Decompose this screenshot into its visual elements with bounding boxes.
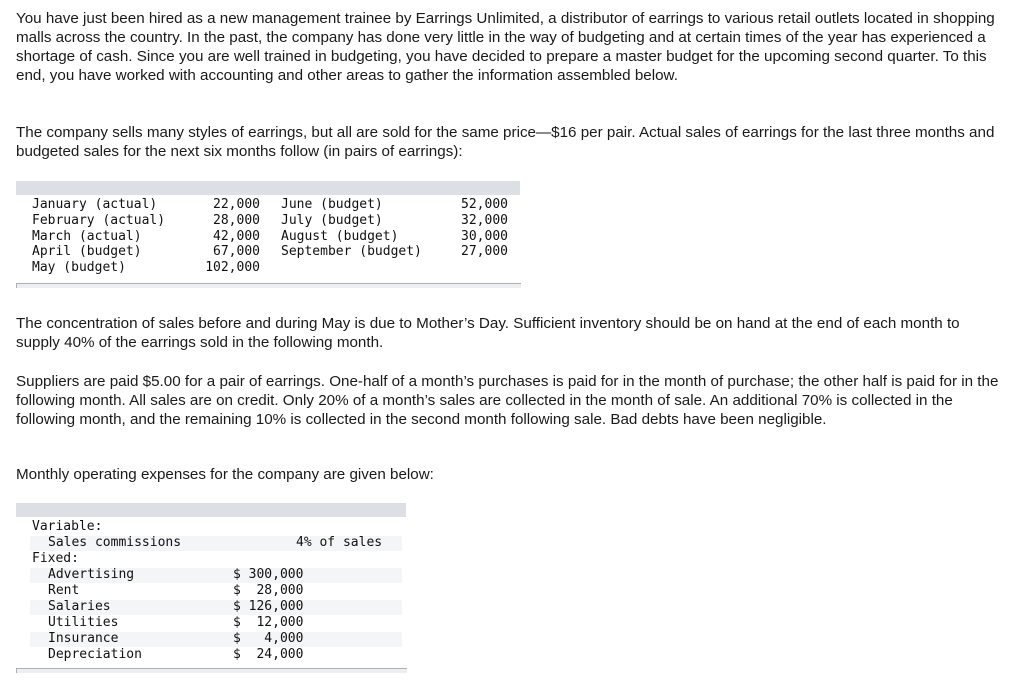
expense-table: [16, 503, 408, 683]
sales-value-february: 28,000: [213, 212, 260, 228]
month-label: May (budget): [32, 260, 126, 276]
sales-value-july: 32,000: [461, 212, 508, 228]
sales-row-february: [32, 213, 165, 229]
month-label: July (budget): [281, 212, 383, 228]
expense-value-depreciation: $ 24,000: [233, 647, 304, 662]
sales-row-january: [32, 197, 157, 213]
sales-commissions-label: Sales commissions: [48, 535, 182, 550]
sales-row-august: [281, 229, 398, 245]
expense-label-rent: Rent: [48, 583, 80, 598]
table-footer-bar: [16, 668, 407, 673]
sales-value-may: 102,000: [205, 260, 260, 276]
sales-row-april: [32, 244, 142, 260]
suppliers-paragraph: Suppliers are paid $5.00 for a pair of earrings. One-half of a month’s purchases is paid for in the month of purchase; the other half is paid for in the following month. All sales are on credit. Only 20% of a month’s sales are collected in the month of sale. An additional 70% is collected in the following month, and the remaining 10% is collected in the second month following sale. Bad debts have been negligible.: [16, 373, 999, 428]
expense-value-salaries: $ 126,000: [233, 599, 304, 614]
variable-label: Variable:: [32, 519, 103, 534]
sales-value-january: 22,000: [213, 197, 260, 212]
month-label: February (actual): [32, 212, 166, 228]
sales-value-june: 52,000: [461, 197, 508, 212]
table-header-bar: [16, 503, 406, 517]
sales-value-september: 27,000: [461, 244, 508, 260]
month-label: August (budget): [281, 228, 399, 244]
sales-paragraph: The company sells many styles of earrings, but all are sold for the same price—$16 per pair. Actual sales of earrings for the last three months and budgeted sales for the next six months follow (in pairs of earrings):: [16, 124, 995, 160]
expense-label-advertising: Advertising: [48, 567, 135, 582]
table-header-bar: [16, 181, 520, 195]
intro-paragraph: You have just been hired as a new management trainee by Earrings Unlimited, a distributor of earrings to various retail outlets located in shopping malls across the country. In the past, the company has done very little in the way of budgeting and at certain times of the year has experienced a shortage of cash. Since you are well trained in budgeting, you have decided to prepare a master budget for the upcoming second quarter. To this end, you have worked with accounting and other areas to gather the information assembled below.: [16, 10, 995, 84]
expense-value-insurance: $ 4,000: [233, 631, 304, 646]
month-label: March (actual): [32, 228, 142, 244]
expense-value-rent: $ 28,000: [233, 583, 304, 598]
sales-table: [16, 181, 522, 291]
sales-row-july: [281, 213, 383, 229]
sales-row-september: [281, 244, 422, 260]
sales-row-march: [32, 229, 142, 245]
expense-label-depreciation: Depreciation: [48, 647, 142, 662]
expense-label-insurance: Insurance: [48, 631, 119, 646]
expense-label-utilities: Utilities: [48, 615, 119, 630]
expense-value-utilities: $ 12,000: [233, 615, 304, 630]
expense-label-salaries: Salaries: [48, 599, 111, 614]
sales-commissions-value: 4% of sales: [296, 535, 383, 550]
sales-row-may: [32, 260, 126, 276]
sales-value-march: 42,000: [213, 228, 260, 244]
expense-value-advertising: $ 300,000: [233, 567, 304, 582]
sales-row-june: [281, 197, 383, 213]
sales-value-august: 30,000: [461, 228, 508, 244]
month-label: June (budget): [281, 197, 383, 212]
expenses-intro-paragraph: Monthly operating expenses for the company are given below:: [16, 466, 434, 483]
table-footer-bar: [16, 283, 521, 288]
month-label: April (budget): [32, 244, 142, 260]
sales-value-april: 67,000: [213, 244, 260, 260]
fixed-label: Fixed:: [32, 551, 79, 566]
month-label: January (actual): [32, 197, 158, 212]
month-label: September (budget): [281, 244, 422, 260]
concentration-paragraph: The concentration of sales before and during May is due to Mother’s Day. Sufficient inventory should be on hand at the end of each month to supply 40% of the earrings sold in the following month.: [16, 315, 960, 351]
